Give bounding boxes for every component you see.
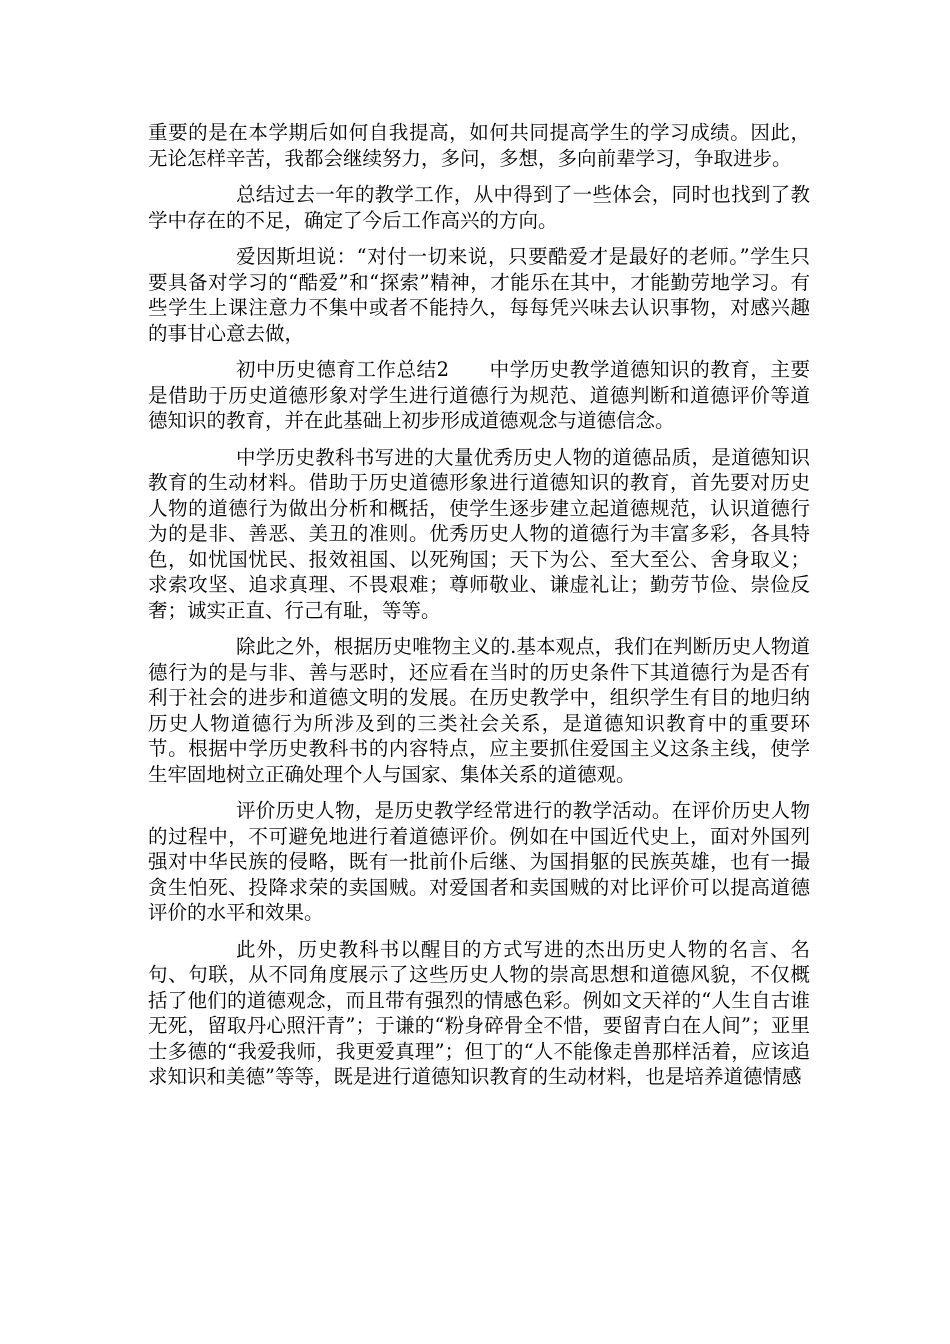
paragraph-6: 除此之外，根据历史唯物主义的.基本观点，我们在判断历史人物道德行为的是与非、善与恶时，还应看在当时的历史条件下其道德行为是否有利于社会的进步和道德文明的发展。在历史教学中，组织学生有目的地归纳历史人物道德行为所涉及到的三类社会关系，是道德知识教育中的重要环节。根据中学历史教科书的内容特点，应主要抓住爱国主义这条主线，使学生牢固地树立正确处理个人与国家、集体关系的道德观。 — [148, 635, 810, 786]
paragraph-4: 初中历史德育工作总结2 中学历史教学道德知识的教育，主要是借助于历史道德形象对学生进行道德行为规范、道德判断和道德评价等道德知识的教育，并在此基础上初步形成道德观念与道德信念。 — [148, 358, 810, 432]
paragraph-8: 此外，历史教科书以醒目的方式写进的杰出历史人物的名言、名句、句联，从不同角度展示了这些历史人物的崇高思想和道德风貌，不仅概括了他们的道德观念，而且带有强烈的情感色彩。例如文天祥的“人生自古谁无死，留取丹心照汗青”；于谦的“粉身碎骨全不惜，要留青白在人间”；亚里士多德的“我爱我师，我更爱真理”；但丁的“人不能像走兽那样活着，应该追求知识和美德”等等，既是进行道德知识教育的生动材料，也是培养道德情感 — [148, 937, 810, 1088]
document-body — [148, 120, 810, 1101]
paragraph-7: 评价历史人物，是历史教学经常进行的教学活动。在评价历史人物的过程中，不可避免地进行着道德评价。例如在中国近代史上，面对外国列强对中华民族的侵略，既有一批前仆后继、为国捐躯的民族英雄，也有一撮贪生怕死、投降求荣的卖国贼。对爱国者和卖国贼的对比评价可以提高道德评价的水平和效果。 — [148, 799, 810, 924]
paragraph-5: 中学历史教科书写进的大量优秀历史人物的道德品质，是道德知识教育的生动材料。借助于历史道德形象进行道德知识的教育，首先要对历史人物的道德行为做出分析和概括，使学生逐步建立起道德规范，认识道德行为的是非、善恶、美丑的准则。优秀历史人物的道德行为丰富多彩，各具特色，如忧国忧民、报效祖国、以死殉国；天下为公、至大至公、舍身取义；求索攻坚、追求真理、不畏艰难；尊师敬业、谦虚礼让；勤劳节俭、崇俭反奢；诚实正直、行己有耻，等等。 — [148, 445, 810, 622]
paragraph-3: 爱因斯坦说：“对付一切来说，只要酷爱才是最好的老师。”学生只要具备对学习的“酷爱”和“探索”精神，才能乐在其中，才能勤劳地学习。有些学生上课注意力不集中或者不能持久，每每凭兴味去认识事物，对感兴趣的事甘心意去做， — [148, 245, 810, 345]
paragraph-1: 重要的是在本学期后如何自我提高，如何共同提高学生的学习成绩。因此，无论怎样辛苦，我都会继续努力，多问，多想，多向前辈学习，争取进步。 — [148, 121, 810, 170]
paragraph-2: 总结过去一年的教学工作，从中得到了一些体会，同时也找到了教学中存在的不足，确定了今后工作高兴的方向。 — [148, 183, 810, 232]
